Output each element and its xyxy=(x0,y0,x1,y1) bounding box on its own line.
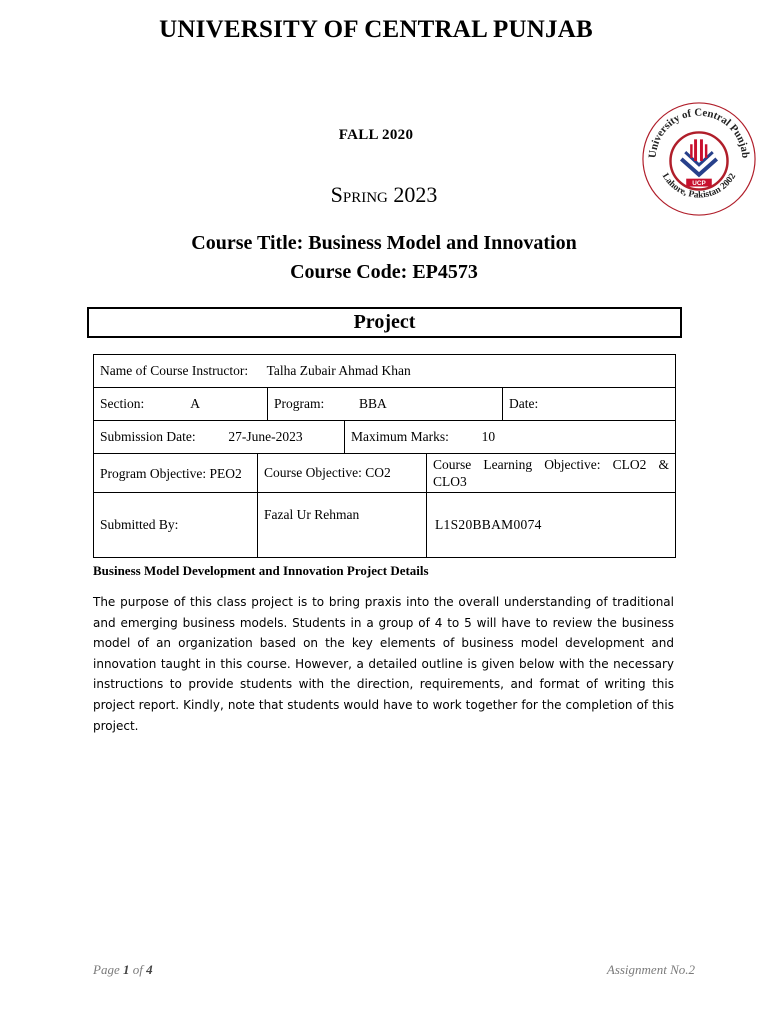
university-logo xyxy=(640,100,758,218)
submission-date-cell xyxy=(94,421,345,454)
program-value: BBA xyxy=(359,396,387,411)
page-total: 4 xyxy=(146,962,153,977)
term-label: FALL 2020 xyxy=(338,127,414,143)
table-row xyxy=(94,493,676,558)
table-row xyxy=(94,421,676,454)
section-cell xyxy=(94,388,268,421)
learning-objective-cell: Course Learning Objective: CLO2 & CLO3 xyxy=(427,454,676,493)
logo-ring-text: University of Central Punjab xyxy=(646,106,752,159)
submission-date-label: Submission Date: xyxy=(100,429,196,444)
assignment-label: Assignment No.2 xyxy=(606,962,695,977)
student-id: L1S20BBAM0074 xyxy=(427,493,676,558)
table-row xyxy=(94,388,676,421)
section-label: Section: xyxy=(100,396,145,411)
page-of: of xyxy=(132,962,143,977)
table-row xyxy=(94,454,676,493)
course-title: Course Title: Business Model and Innovation xyxy=(191,232,577,254)
table-row xyxy=(94,355,676,388)
course-objective-cell: Course Objective: CO2 xyxy=(258,454,427,493)
student-name: Fazal Ur Rehman xyxy=(258,493,427,558)
logo-location-text: Lahore, Pakistan 2002 xyxy=(659,171,739,201)
date-label: Date: xyxy=(509,396,539,411)
details-heading: Business Model Development and Innovation Project Details xyxy=(93,563,429,578)
course-info-table xyxy=(93,354,676,558)
submitted-by-label: Submitted By: xyxy=(94,493,258,558)
course-heading xyxy=(0,229,768,287)
project-banner: Project xyxy=(87,307,682,338)
course-code: Course Code: EP4573 xyxy=(290,261,478,283)
instructor-cell xyxy=(94,355,676,388)
page-number xyxy=(93,962,153,978)
university-name: UNIVERSITY OF CENTRAL PUNJAB xyxy=(159,16,593,43)
max-marks-label: Maximum Marks: xyxy=(351,429,449,444)
max-marks-value: 10 xyxy=(481,429,496,444)
instructor-value: Talha Zubair Ahmad Khan xyxy=(266,363,411,378)
max-marks-cell xyxy=(345,421,676,454)
submission-date-value: 27-June-2023 xyxy=(228,429,303,444)
date-cell xyxy=(503,388,676,421)
logo-initials: UCP xyxy=(692,180,706,188)
program-label: Program: xyxy=(274,396,325,411)
program-cell xyxy=(268,388,503,421)
program-objective-cell: Program Objective: PEO2 xyxy=(94,454,258,493)
instructor-label: Name of Course Instructor: xyxy=(100,363,249,378)
semester-label: Spring 2023 xyxy=(330,182,438,207)
page-current: 1 xyxy=(122,962,130,977)
page-prefix: Page xyxy=(93,962,120,977)
section-value: A xyxy=(190,396,201,411)
details-paragraph: The purpose of this class project is to bring praxis into the overall understanding of traditional and emerging business models. Students in a group of 4 to 5 will have to review the business model of an organization based on the key elements of business model development and innovation taught in this course. However, a detailed outline is given below with the necessary instructions to provide students with the direction, requirements, and format of writing this project report. Kindly, note that students would have to work together for the completion of this project. xyxy=(93,595,674,733)
